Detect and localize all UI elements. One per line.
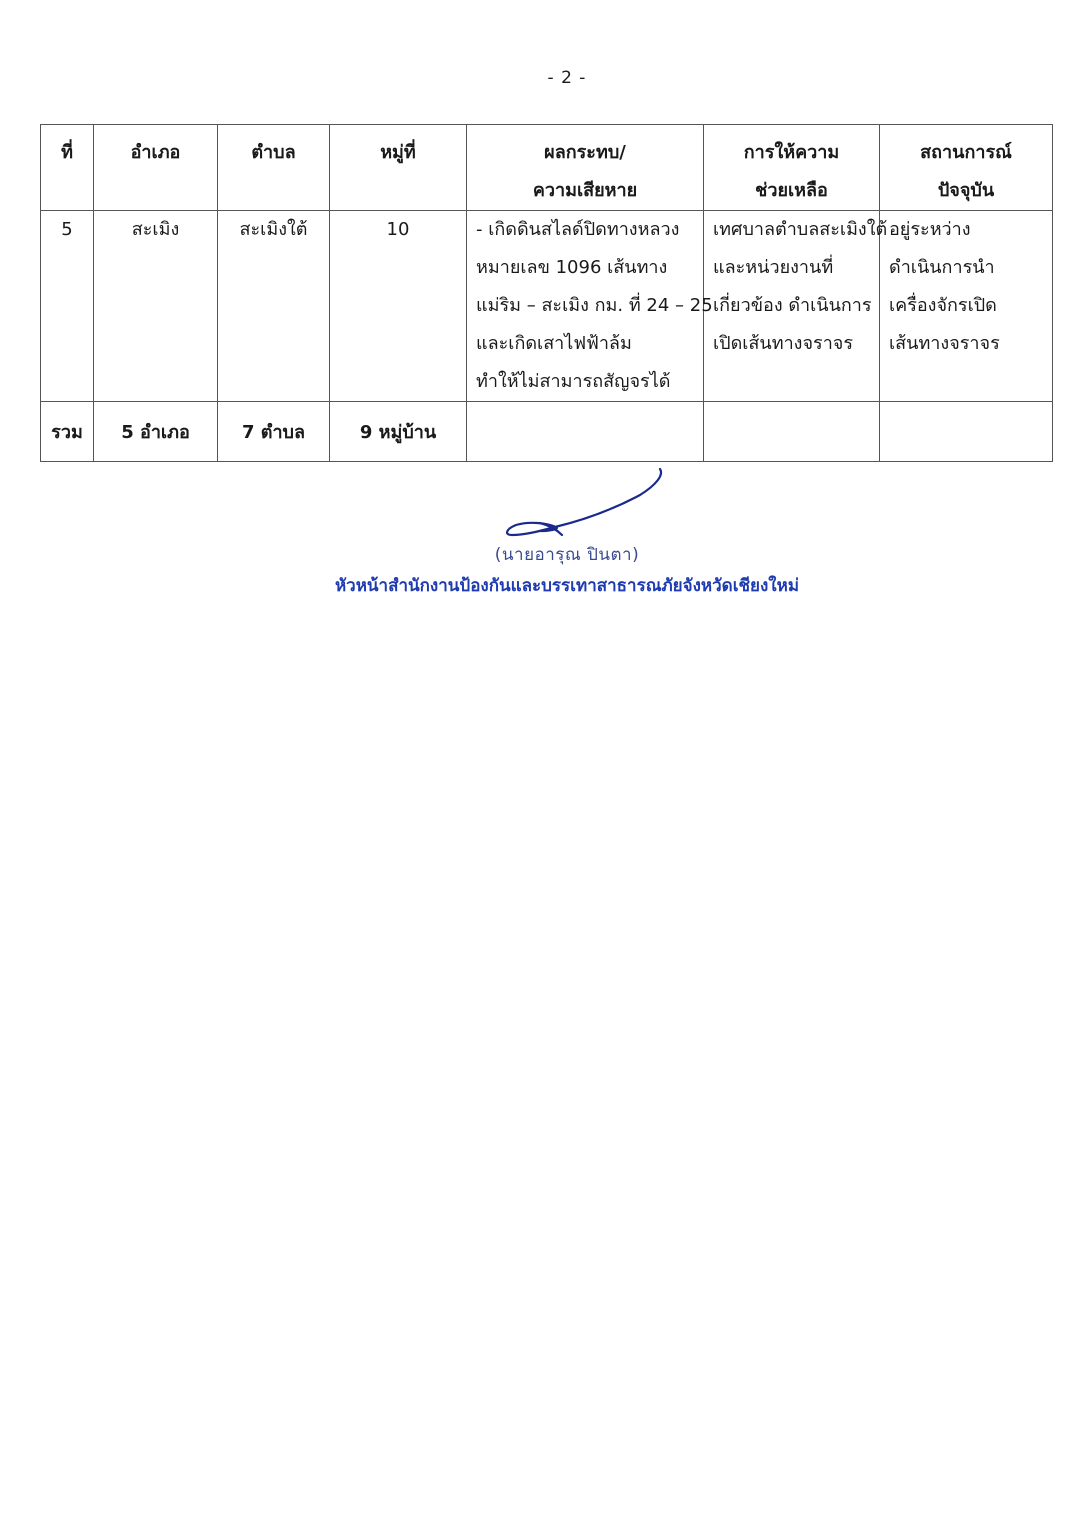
header-no: ที่ <box>41 125 94 211</box>
header-village: หมู่ที่ <box>330 125 467 211</box>
signer-name: (นายอารุณ ปินตา) <box>494 545 640 565</box>
cell-village: 10 <box>330 211 467 402</box>
header-assistance: การให้ความ ช่วยเหลือ <box>704 125 880 211</box>
total-districts: 5 อำเภอ <box>94 402 218 462</box>
total-label: รวม <box>41 402 94 462</box>
cell-assistance: เทศบาลตำบลสะเมิงใต้ และหน่วยงานที่ เกี่ยวข้อง ดำเนินการ เปิดเส้นทางจราจร <box>704 211 880 402</box>
cell-subdistrict: สะเมิงใต้ <box>218 211 330 402</box>
total-subdistricts: 7 ตำบล <box>218 402 330 462</box>
table-row <box>41 211 1053 402</box>
total-impact-empty <box>467 402 704 462</box>
handwritten-signature <box>500 465 670 540</box>
cell-impact: - เกิดดินสไลด์ปิดทางหลวง หมายเลข 1096 เส้นทาง แม่ริม – สะเมิง กม. ที่ 24 – 25 และเกิดเสาไฟฟ้าล้ม ทำให้ไม่สามารถสัญจรได้ <box>467 211 704 402</box>
cell-status: อยู่ระหว่าง ดำเนินการนำ เครื่องจักรเปิด เส้นทางจราจร <box>880 211 1053 402</box>
header-district: อำเภอ <box>94 125 218 211</box>
total-villages: 9 หมู่บ้าน <box>330 402 467 462</box>
table-total-row <box>41 402 1053 462</box>
total-status-empty <box>880 402 1053 462</box>
signer-position: หัวหน้าสำนักงานป้องกันและบรรเทาสาธารณภัยจังหวัดเชียงใหม่ <box>334 576 800 596</box>
page-number: - 2 - <box>547 68 587 88</box>
situation-report-table <box>40 124 1053 462</box>
total-assistance-empty <box>704 402 880 462</box>
table-header-row <box>41 125 1053 211</box>
header-status: สถานการณ์ ปัจจุบัน <box>880 125 1053 211</box>
header-impact: ผลกระทบ/ ความเสียหาย <box>467 125 704 211</box>
cell-no: 5 <box>41 211 94 402</box>
cell-district: สะเมิง <box>94 211 218 402</box>
header-subdistrict: ตำบล <box>218 125 330 211</box>
